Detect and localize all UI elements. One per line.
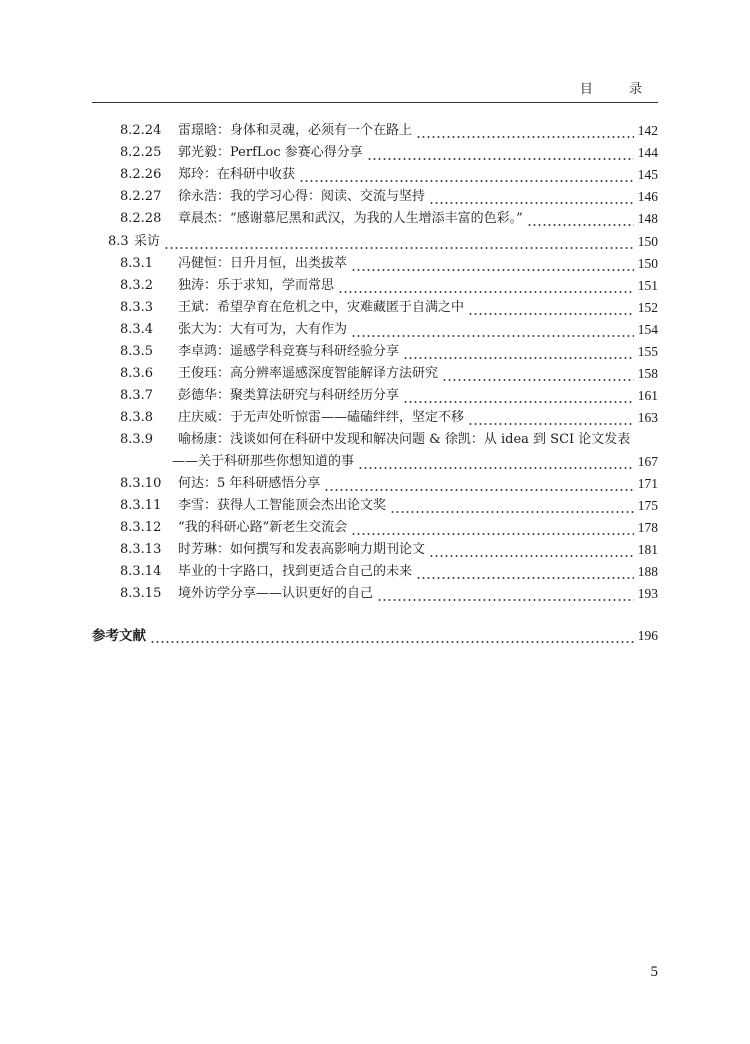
toc-chapter-entry[interactable]: [92, 625, 658, 647]
leader-dots: [429, 186, 634, 208]
entry-number: 8.3.5: [120, 344, 154, 359]
leader-dots: [150, 625, 634, 647]
leader-dots: [403, 341, 634, 363]
running-header: 目 录: [579, 82, 658, 97]
leader-dots: [351, 319, 634, 341]
entry-page: 154: [637, 322, 658, 337]
entry-title: 采访: [134, 234, 161, 249]
entry-page: 178: [637, 520, 658, 535]
entry-number: 8.3.6: [120, 366, 154, 381]
entry-title: 独涛：乐于求知，学而常思: [178, 278, 335, 293]
entry-number: 8.3.8: [120, 410, 154, 425]
toc-entry[interactable]: [120, 297, 658, 319]
entry-title: 王俊珏：高分辨率遥感深度智能解译方法研究: [178, 366, 439, 381]
entry-title: 毕业的十字路口，找到更适合自己的未来: [178, 564, 413, 579]
toc-entry[interactable]: [120, 583, 658, 605]
toc-entry[interactable]: [120, 253, 658, 275]
entry-page: 163: [637, 410, 658, 425]
entry-title: 郑玲：在科研中收获: [178, 167, 296, 182]
entry-number: 8.3.15: [120, 586, 162, 601]
toc-entry[interactable]: [120, 319, 658, 341]
entry-number: 8.2.24: [120, 123, 162, 138]
entry-page: 158: [637, 366, 658, 381]
entry-page: 151: [637, 278, 658, 293]
toc-section-entry[interactable]: [108, 231, 658, 253]
entry-page: 175: [637, 498, 658, 513]
entry-number: 8.2.27: [120, 189, 162, 204]
toc-entry[interactable]: [120, 539, 658, 561]
leader-dots: [351, 253, 634, 275]
entry-title: 张大为：大有可为，大有作为: [178, 322, 348, 337]
entry-page: 188: [637, 564, 658, 579]
entry-page: 150: [637, 234, 658, 249]
toc-entry[interactable]: [120, 120, 658, 142]
toc-entry[interactable]: [120, 164, 658, 186]
entry-page: 150: [637, 256, 658, 271]
toc-entry[interactable]: [120, 142, 658, 164]
entry-title: 雷璟晗：身体和灵魂，必须有一个在路上: [178, 123, 413, 138]
entry-page: 145: [637, 167, 658, 182]
entry-page: 146: [637, 189, 658, 204]
leader-dots: [358, 451, 634, 473]
entry-title: 冯健恒：日升月恒，出类拔萃: [178, 256, 348, 271]
entry-number: 8.3.14: [120, 564, 162, 579]
entry-title: 李雪：获得人工智能顶会杰出论文奖: [178, 498, 387, 513]
toc-entry[interactable]: [120, 517, 658, 539]
toc-entry[interactable]: [120, 208, 658, 230]
entry-title: 李卓鸿：遥感学科竞赛与科研经验分享: [178, 344, 400, 359]
leader-dots: [351, 517, 633, 539]
entry-title: 王斌：希望孕育在危机之中，灾难藏匿于自满之中: [178, 300, 465, 315]
entry-title: 彭德华：聚类算法研究与科研经历分享: [178, 388, 400, 403]
entry-title: 境外访学分享——认识更好的自己: [178, 586, 374, 601]
entry-title: 章晨杰：“感谢慕尼黑和武汉，为我的人生增添丰富的色彩。”: [178, 211, 523, 226]
toc-entry[interactable]: [120, 495, 658, 517]
entry-page: 148: [637, 211, 658, 226]
leader-dots: [416, 561, 634, 583]
entry-page: 144: [637, 145, 658, 160]
entry-page: 152: [637, 300, 658, 315]
entry-number: 8.3.7: [120, 388, 154, 403]
leader-dots: [468, 407, 634, 429]
leader-dots: [338, 275, 634, 297]
leader-dots: [442, 363, 634, 385]
entry-number: 8.3.11: [120, 498, 162, 513]
leader-dots: [527, 208, 634, 230]
toc-entry[interactable]: [120, 385, 658, 407]
entry-title: 郭光毅：PerfLoc 参赛心得分享: [178, 145, 363, 160]
entry-number: 8.3.13: [120, 542, 162, 557]
entry-page: 155: [637, 344, 658, 359]
entry-title: 时芳琳：如何撰写和发表高影响力期刊论文: [178, 542, 426, 557]
entry-title: 何达：5 年科研感悟分享: [178, 476, 321, 491]
toc-entry-continuation[interactable]: [172, 451, 658, 473]
entry-number: 8.3.3: [120, 300, 154, 315]
entry-title: 徐永浩：我的学习心得：阅读、交流与坚持: [178, 189, 426, 204]
toc-entry[interactable]: [120, 186, 658, 208]
leader-dots: [468, 297, 634, 319]
leader-dots: [403, 385, 634, 407]
toc-entry[interactable]: [120, 363, 658, 385]
entry-number: 8.2.25: [120, 145, 162, 160]
header-rule: [92, 102, 658, 103]
entry-title: 参考文献: [92, 628, 146, 644]
leader-dots: [377, 583, 634, 605]
entry-title: 喻杨康：浅谈如何在科研中发现和解决问题 & 徐凯：从 idea 到 SCI 论文发表: [178, 432, 631, 447]
entry-number: 8.3.1: [120, 256, 154, 271]
entry-page: 193: [637, 586, 658, 601]
entry-page: 171: [637, 476, 658, 491]
toc-entry[interactable]: [120, 275, 658, 297]
entry-page: 167: [637, 454, 658, 469]
leader-dots: [324, 473, 633, 495]
toc-entry[interactable]: [120, 473, 658, 495]
leader-dots: [367, 142, 634, 164]
entry-title: 庄庆威：于无声处听惊雷——磕磕绊绊，坚定不移: [178, 410, 465, 425]
entry-page: 181: [637, 542, 658, 557]
entry-page: 142: [637, 123, 658, 138]
entry-title: “我的科研心路”新老生交流会: [178, 520, 348, 535]
entry-title: ——关于科研那些你想知道的事: [172, 454, 355, 469]
entry-number: 8.2.26: [120, 167, 162, 182]
leader-dots: [416, 120, 634, 142]
entry-number: 8.3.4: [120, 322, 154, 337]
entry-page: 196: [637, 628, 658, 643]
leader-dots: [429, 539, 634, 561]
toc-entry[interactable]: [120, 429, 658, 451]
page-number: 5: [650, 964, 658, 980]
leader-dots: [164, 231, 634, 253]
toc-entry[interactable]: [120, 561, 658, 583]
entry-number: 8.3.2: [120, 278, 154, 293]
toc-entry[interactable]: [120, 341, 658, 363]
entry-page: 161: [637, 388, 658, 403]
entry-number: 8.3.9: [120, 432, 154, 447]
entry-number: 8.3.12: [120, 520, 162, 535]
leader-dots: [390, 495, 634, 517]
entry-number: 8.3: [108, 234, 129, 249]
leader-dots: [299, 164, 634, 186]
entry-number: 8.3.10: [120, 476, 162, 491]
toc-entry[interactable]: [120, 407, 658, 429]
entry-number: 8.2.28: [120, 211, 162, 226]
